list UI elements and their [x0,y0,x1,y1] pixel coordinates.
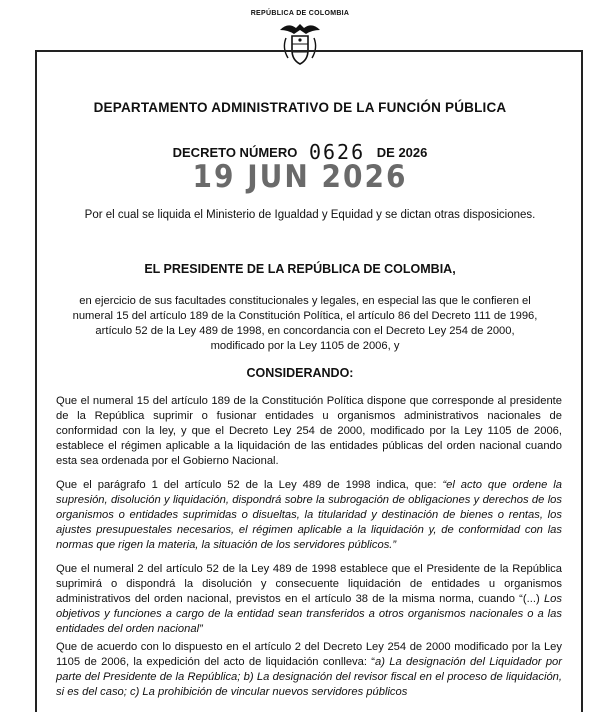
decree-de: DE [376,145,395,160]
considerando-heading: CONSIDERANDO: [246,366,354,380]
considerando-paragraph-4 [56,640,562,700]
paragraph-3-quote: Los objetivos y funciones a cargo de la entidad sean transferidos a otros organismos nacionales o a las entidades del orden nacional” [56,593,562,635]
decree-year: 2026 [398,145,428,160]
paragraph-4-text: Que de acuerdo con lo dispuesto en el artículo 2 del Decreto Ley 254 de 2000 modificado por la Ley 1105 de 2006, la expedición del acto de liquidación conlleva: “ [56,641,562,668]
decree-subject: Por el cual se liquida el Ministerio de Igualdad y Equidad y se dictan otras disposiciones. [84,209,536,221]
powers-paragraph: en ejercicio de sus facultades constitucionales y legales, en especial las que le confieren el numeral 15 del artículo 189 de la Constitución Política, el artículo 86 del Decreto 111 de 1996, artículo 52 de la Ley 489 de 1998, en concordancia con el Decreto Ley 254 de 2000, modificado por la Ley 1105 de 2006, y [72,295,538,352]
considerando-paragraph-1: Que el numeral 15 del artículo 189 de la Constitución Política dispone que corresponde al presidente de la República suprimir o fusionar entidades u organismos administrativos nacionales de conformidad con la ley, y que el Decreto Ley 254 de 2000, modificado por la Ley 1105 de 2006, establece el régimen aplicable a la liquidación de las entidades públicas del orden nacional cuando esta sea ordenada por el Gobierno Nacional. [56,395,562,467]
decree-label: DECRETO NÚMERO [172,145,298,160]
decree-number: 0626 [308,140,366,164]
date-stamp: 19 JUN 2026 [192,158,408,195]
considerando-paragraph-3 [56,562,562,637]
republica-header: REPÚBLICA DE COLOMBIA [250,10,350,17]
president-heading: EL PRESIDENTE DE LA REPÚBLICA DE COLOMBIA, [144,262,456,276]
paragraph-2-quote: “el acto que ordene la supresión, disolución y liquidación, dispondrá sobre la subrogación de obligaciones y derechos de los organismos o entidades suprimidas o disueltas, la titularidad y destinación de bienes o rentas, los ajustes presupuestales necesarios, el régimen aplicable a la liquidación y, de conformidad con las normas que rigen la materia, la situación de los servidores públicos.” [56,479,562,551]
considerando-paragraph-2 [56,478,562,553]
paragraph-4-quote: a) La designación del Liquidador por parte del Presidente de la República; b) La designación del revisor fiscal en el proceso de liquidación, si es del caso; c) La prohibición de vincular nuevos servidores públicos [56,656,562,698]
department-title: DEPARTAMENTO ADMINISTRATIVO DE LA FUNCIÓN PÚBLICA [93,100,507,115]
paragraph-2-text: Que el parágrafo 1 del artículo 52 de la Ley 489 de 1998 indica, que: [56,479,443,491]
paragraph-3-text: Que el numeral 2 del artículo 52 de la Ley 489 de 1998 establece que el Presidente de la República suprimirá o dispondrá la disolución y consecuente liquidación de entidades u organismos administrativos del orden nacional, previstos en el artículo 38 de la misma norma, cuando “(...) [56,563,562,605]
